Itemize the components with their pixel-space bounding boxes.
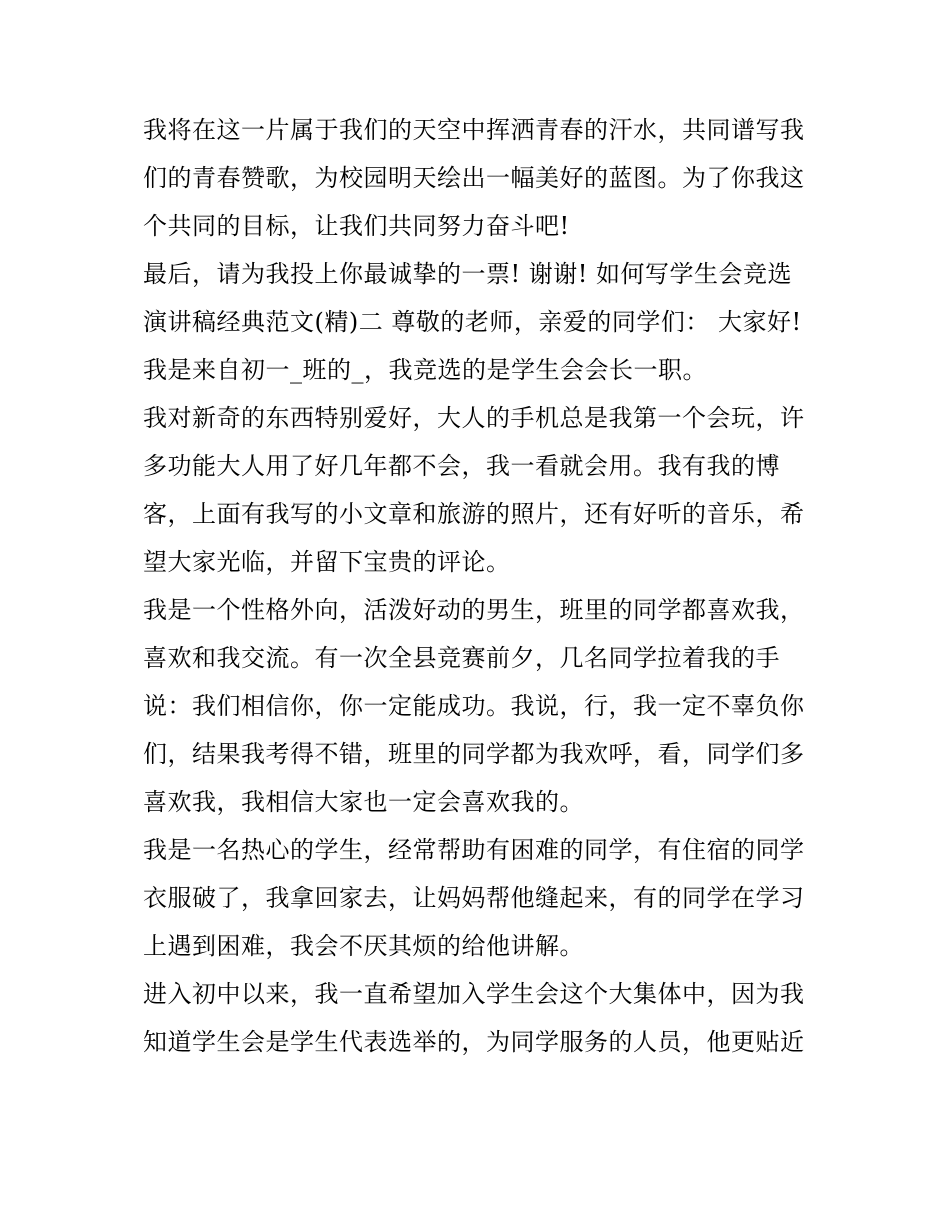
text-line: 衣服破了，我拿回家去，让妈妈帮他缝起来，有的同学在学习 [143,884,805,912]
text-line: 客，上面有我写的小文章和旅游的照片，还有好听的音乐，希 [143,500,805,528]
text-line: 我是来自初一_班的_，我竞选的是学生会会长一职。 [143,356,707,384]
text-line: 演讲稿经典范文(精)二 尊敬的老师，亲爱的同学们： 大家好! [143,308,802,336]
text-line: 我将在这一片属于我们的天空中挥洒青春的汗水，共同谱写我 [143,116,805,144]
text-line: 望大家光临，并留下宝贵的评论。 [143,548,511,576]
document-body [143,106,823,1066]
text-line: 们，结果我考得不错，班里的同学都为我欢呼，看，同学们多 [143,740,805,768]
text-line: 多功能大人用了好几年都不会，我一看就会用。我有我的博 [143,452,780,480]
text-line: 喜欢和我交流。有一次全县竞赛前夕，几名同学拉着我的手 [143,644,780,672]
text-line: 我是一个性格外向，活泼好动的男生，班里的同学都喜欢我， [143,596,805,624]
text-line: 上遇到困难，我会不厌其烦的给他讲解。 [143,932,584,960]
text-line: 知道学生会是学生代表选举的，为同学服务的人员，他更贴近 [143,1028,805,1056]
text-line: 进入初中以来，我一直希望加入学生会这个大集体中，因为我 [143,980,805,1008]
text-line: 们的青春赞歌，为校园明天绘出一幅美好的蓝图。为了你我这 [143,164,805,192]
text-line: 喜欢我，我相信大家也一定会喜欢我的。 [143,788,584,816]
text-line: 最后，请为我投上你最诚挚的一票! 谢谢! 如何写学生会竞选 [143,260,793,288]
text-line: 我是一名热心的学生，经常帮助有困难的同学，有住宿的同学 [143,836,805,864]
text-line: 我对新奇的东西特别爱好，大人的手机总是我第一个会玩，许 [143,404,805,432]
text-line: 说：我们相信你，你一定能成功。我说，行，我一定不辜负你 [143,692,805,720]
text-line: 个共同的目标，让我们共同努力奋斗吧! [143,212,570,240]
